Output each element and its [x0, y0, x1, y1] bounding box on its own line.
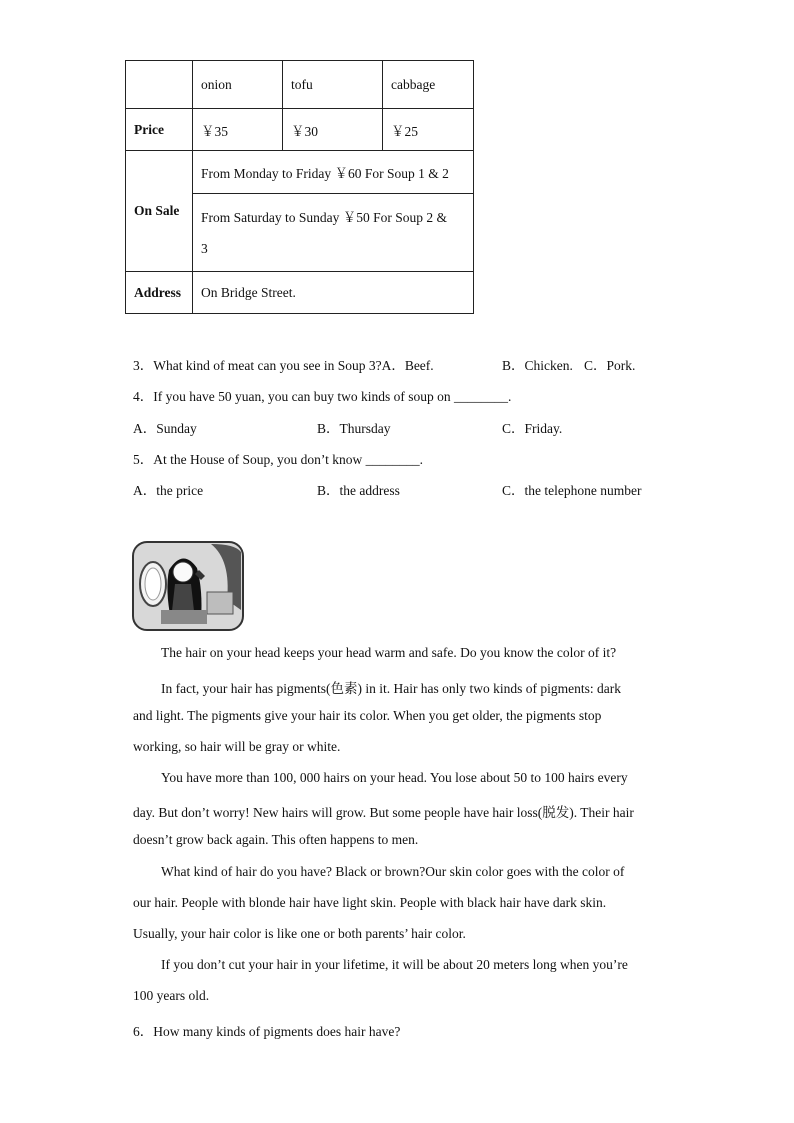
sale-weekend-line1: From Saturday to Sunday ￥50 For Soup 2 &	[201, 209, 448, 225]
header-cell-tofu: tofu	[283, 61, 383, 109]
question-3-option-c: C．Pork.	[584, 358, 636, 373]
header-cell-empty	[126, 61, 193, 109]
price-label: Price	[126, 109, 193, 151]
passage-paragraph-4-line-3: Usually, your hair color is like one or both parents’ hair color.	[133, 926, 466, 941]
question-5-option-c: C．the telephone number	[502, 483, 642, 498]
passage-paragraph-2-line-1: In fact, your hair has pigments(色素) in it. Hair has only two kinds of pigments: dark	[161, 681, 622, 696]
passage-paragraph-2-line-3: working, so hair will be gray or white.	[133, 739, 341, 754]
address-value: On Bridge Street.	[193, 272, 474, 314]
passage-paragraph-5-line-1: If you don’t cut your hair in your lifetime, it will be about 20 meters long when you’re	[161, 957, 628, 972]
soup-table	[125, 60, 474, 314]
question-4-option-a: A．Sunday	[133, 421, 197, 436]
address-label: Address	[126, 272, 193, 314]
question-4-option-c: C．Friday.	[502, 421, 563, 436]
header-cell-cabbage: cabbage	[383, 61, 474, 109]
price-cabbage: ￥25	[383, 109, 474, 151]
sale-weekend-line2: 3	[201, 240, 208, 256]
question-4-option-b: B．Thursday	[317, 421, 391, 436]
passage-paragraph-2-line-2: and light. The pigments give your hair its color. When you get older, the pigments stop	[133, 708, 602, 723]
sale-row-1	[126, 151, 474, 194]
price-onion: ￥35	[193, 109, 283, 151]
question-6: 6．How many kinds of pigments does hair have?	[133, 1024, 401, 1039]
question-3-option-b: B．Chicken.	[502, 358, 573, 373]
passage-paragraph-3-line-1: You have more than 100, 000 hairs on your head. You lose about 50 to 100 hairs every	[161, 770, 628, 785]
passage-paragraph-4-line-1: What kind of hair do you have? Black or brown?Our skin color goes with the color of	[161, 864, 625, 879]
passage-paragraph-1: The hair on your head keeps your head warm and safe. Do you know the color of it?	[161, 645, 617, 660]
question-3: 3．What kind of meat can you see in Soup 3?A．Beef.	[133, 358, 434, 373]
question-5: 5．At the House of Soup, you don’t know ________.	[133, 452, 423, 467]
passage-paragraph-4-line-2: our hair. People with blonde hair have light skin. People with black hair have dark skin.	[133, 895, 607, 910]
price-row	[126, 109, 474, 151]
passage-paragraph-3-line-3: doesn’t grow back again. This often happens to men.	[133, 832, 419, 847]
passage-paragraph-5-line-2: 100 years old.	[133, 988, 210, 1003]
sale-weekend	[193, 194, 474, 272]
sale-weekday: From Monday to Friday ￥60 For Soup 1 & 2	[193, 151, 474, 194]
sale-label: On Sale	[126, 151, 193, 272]
question-4: 4．If you have 50 yuan, you can buy two kinds of soup on ________.	[133, 389, 512, 404]
price-tofu: ￥30	[283, 109, 383, 151]
address-row	[126, 272, 474, 314]
header-cell-onion: onion	[193, 61, 283, 109]
table-header-row	[126, 61, 474, 109]
question-5-option-a: A．the price	[133, 483, 204, 498]
girl-brushing-hair-illustration	[131, 540, 245, 632]
passage-paragraph-3-line-2: day. But don’t worry! New hairs will grow. But some people have hair loss(脱发). Their hair	[133, 805, 634, 820]
question-5-option-b: B．the address	[317, 483, 400, 498]
